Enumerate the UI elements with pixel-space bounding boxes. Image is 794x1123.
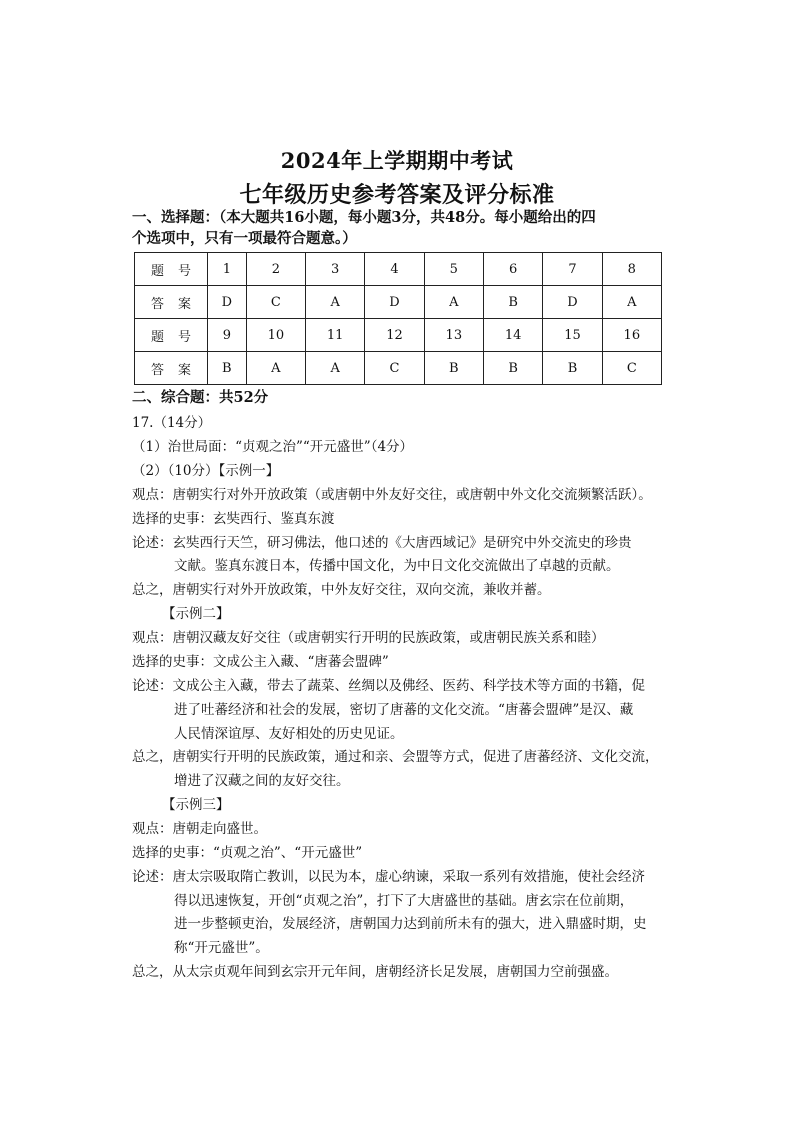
question-number: 6 [483,253,542,286]
example2-argument-cont: 进了吐蕃经济和社会的发展，密切了唐蕃的文化交流。“唐蕃会盟碑”是汉、藏 [174,702,634,718]
section2-heading: 二、综合题：共52分 [132,389,269,406]
example1-history: 选择的史事：玄奘西行、鉴真东渡 [132,511,335,527]
table-row [135,286,662,319]
exam-subtitle: 七年级历史参考答案及评分标准 [239,182,555,208]
question-number: 5 [424,253,483,286]
example1-argument-cont: 文献。鉴真东渡日本，传播中国文化，为中日文化交流做出了卓越的贡献。 [174,558,620,574]
table-row [135,319,662,352]
answer-cell: A [424,286,483,319]
table-row [135,352,662,385]
question-number: 9 [208,319,247,352]
answer-cell: A [602,286,661,319]
question-number: 3 [306,253,365,286]
answer-cell: A [246,352,305,385]
exam-title: 2024年上学期期中考试 [280,148,514,173]
example1-summary: 总之，唐朝实行对外开放政策，中外友好交往，双向交流，兼收并蓄。 [132,582,551,598]
question-number: 11 [306,319,365,352]
number-label: 题号 [135,319,208,352]
answer-cell: B [424,352,483,385]
question-number: 16 [602,319,661,352]
example2-argument-cont: 人民情深谊厚、友好相处的历史见证。 [174,726,404,742]
answer-cell: B [543,352,602,385]
example3-argument-cont: 得以迅速恢复，开创“贞观之治”，打下了大唐盛世的基础。唐玄宗在位前期， [174,893,634,909]
example1-argument: 论述：玄奘西行天竺，研习佛法，他口述的《大唐西域记》是研究中外交流史的珍贵 [132,535,632,551]
example2-label: 【示例二】 [162,606,230,622]
answer-cell: A [306,352,365,385]
section1-heading-line2: 个选项中，只有一项最符合题意。） [132,230,357,247]
example2-view: 观点：唐朝汉藏友好交往（或唐朝实行开明的民族政策，或唐朝民族关系和睦） [132,630,605,646]
question-number: 14 [483,319,542,352]
example3-view: 观点：唐朝走向盛世。 [132,821,267,837]
question-number: 1 [208,253,247,286]
q17-part1-answer: （1）治世局面：“贞观之治”“开元盛世”（4分） [132,439,414,455]
answer-cell: D [365,286,424,319]
example1-view: 观点：唐朝实行对外开放政策（或唐朝中外友好交往，或唐朝中外文化交流频繁活跃）。 [132,487,652,503]
question-number: 10 [246,319,305,352]
question-number: 13 [424,319,483,352]
section1-heading-line1: 一、选择题：（本大题共16小题，每小题3分，共48分。每小题给出的四 [132,209,596,226]
number-label: 题号 [135,253,208,286]
question-number: 12 [365,319,424,352]
question-number: 4 [365,253,424,286]
table-row [135,253,662,286]
answer-label: 答案 [135,352,208,385]
answer-cell: C [365,352,424,385]
question-number: 7 [543,253,602,286]
example2-argument: 论述：文成公主入藏，带去了蔬菜、丝绸以及佛经、医药、科学技术等方面的书籍，促 [132,678,645,694]
example3-history: 选择的史事：“贞观之治”、“开元盛世” [132,845,363,861]
example3-summary: 总之，从太宗贞观年间到玄宗开元年间，唐朝经济长足发展，唐朝国力空前强盛。 [132,964,618,980]
example2-summary-cont: 增进了汉藏之间的友好交往。 [174,773,350,789]
answer-table [134,252,662,385]
example3-argument-cont: 进一步整顿吏治，发展经济，唐朝国力达到前所未有的强大，进入鼎盛时期，史 [174,916,647,932]
example2-history: 选择的史事：文成公主入藏、“唐蕃会盟碑” [132,654,389,670]
example3-label: 【示例三】 [162,797,230,813]
answer-cell: C [246,286,305,319]
answer-cell: B [483,286,542,319]
example3-argument: 论述：唐太宗吸取隋亡教训，以民为本，虚心纳谏，采取一系列有效措施，使社会经济 [132,869,645,885]
answer-cell: B [208,352,247,385]
answer-cell: A [306,286,365,319]
answer-cell: C [602,352,661,385]
question-number: 2 [246,253,305,286]
example3-argument-cont: 称“开元盛世”。 [174,940,269,956]
example2-summary: 总之，唐朝实行开明的民族政策，通过和亲、会盟等方式，促进了唐蕃经济、文化交流， [132,749,659,765]
question-number: 15 [543,319,602,352]
q17-part2-heading: （2）（10分）【示例一】 [132,463,280,479]
question-17-label: 17.（14分） [132,415,212,431]
question-number: 8 [602,253,661,286]
answer-cell: D [543,286,602,319]
answer-cell: D [208,286,247,319]
answer-label: 答案 [135,286,208,319]
answer-cell: B [483,352,542,385]
